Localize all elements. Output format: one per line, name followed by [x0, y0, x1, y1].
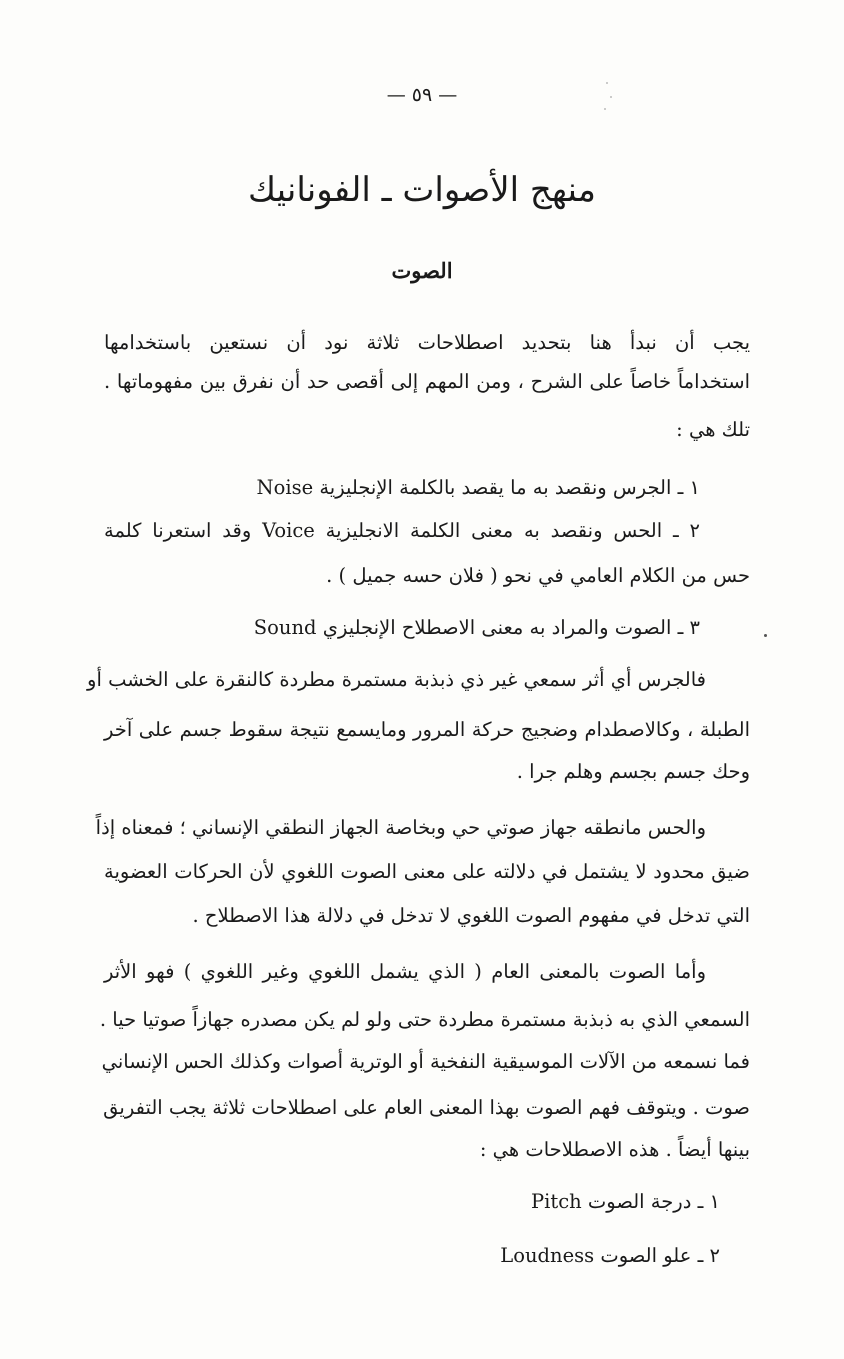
paragraph-line: فما نسمعه من الآلات الموسيقية النفخية أو الوترية أصوات وكذلك الحس الإنساني — [101, 1050, 750, 1073]
paragraph-line: وحك جسم بجسم وهلم جرا . — [516, 760, 750, 783]
list-item: ٢ ـ علو الصوت Loudness — [500, 1244, 720, 1267]
paragraph-line: تلك هي : — [676, 418, 750, 441]
paragraph-line: الطبلة ، وكالاصطدام وضجيج حركة المرور ومايسمع نتيجة سقوط جسم على آخر — [104, 718, 750, 741]
paragraph-line: استخداماً خاصاً على الشرح ، ومن المهم إلى أقصى حد أن نفرق بين مفهوماتها . — [104, 370, 750, 393]
paragraph-line: والحس مانطقه جهاز صوتي حي وبخاصة الجهاز النطقي الإنساني ؛ فمعناه إذاً — [95, 816, 706, 839]
section-title: الصوت — [391, 258, 453, 283]
list-item: ٣ ـ الصوت والمراد به معنى الاصطلاح الإنجليزي Sound — [253, 616, 700, 639]
scan-speck — [610, 96, 612, 98]
list-item-continuation: حس من الكلام العامي في نحو ( فلان حسه جميل ) . — [326, 564, 750, 587]
paragraph-line: صوت . ويتوقف فهم الصوت بهذا المعنى العام على اصطلاحات ثلاثة يجب التفريق — [103, 1096, 750, 1119]
list-item: ٢ ـ الحس ونقصد به معنى الكلمة الانجليزية Voice وقد استعرنا كلمة — [104, 519, 700, 542]
paragraph-line: ضيق محدود لا يشتمل في دلالته على معنى الصوت اللغوي لأن الحركات العضوية — [104, 860, 750, 883]
paragraph-line: السمعي الذي به ذبذبة مستمرة مطردة حتى ولو لم يكن مصدره جهازاً صوتيا حيا . — [99, 1008, 750, 1031]
list-item: ١ ـ درجة الصوت Pitch — [531, 1190, 720, 1213]
paragraph-line: التي تدخل في مفهوم الصوت اللغوي لا تدخل في دلالة هذا الاصطلاح . — [192, 904, 750, 927]
scan-speck — [604, 108, 606, 110]
chapter-title: منهج الأصوات ـ الفونانيك — [248, 170, 596, 210]
scan-speck — [764, 634, 767, 637]
page-number: — ٥٩ — — [386, 84, 458, 106]
scan-speck — [606, 82, 608, 84]
list-item: ١ ـ الجرس ونقصد به ما يقصد بالكلمة الإنجليزية Noise — [256, 476, 700, 499]
paragraph-line: بينها أيضاً . هذه الاصطلاحات هي : — [479, 1138, 750, 1161]
paragraph-line: وأما الصوت بالمعنى العام ( الذي يشمل اللغوي وغير اللغوي ) فهو الأثر — [104, 960, 706, 983]
paragraph-line: فالجرس أي أثر سمعي غير ذي ذبذبة مستمرة مطردة كالنقرة على الخشب أو — [87, 668, 706, 691]
paragraph-line: يجب أن نبدأ هنا بتحديد اصطلاحات ثلاثة نود أن نستعين باستخدامها — [104, 331, 750, 354]
